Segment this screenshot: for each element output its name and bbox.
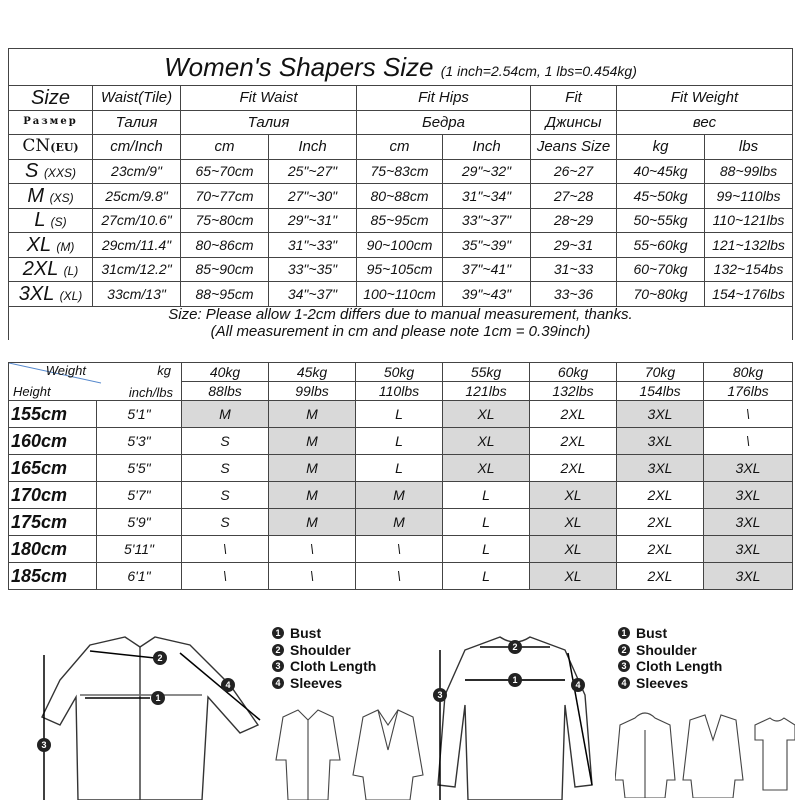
size-cell: 45~50kg <box>617 184 705 209</box>
recommended-size: 3XL <box>704 536 793 563</box>
recommended-size: S <box>182 455 269 482</box>
weight-lbs-header: 176lbs <box>704 382 793 401</box>
size-cell: 26~27 <box>531 159 617 184</box>
header-cn-eu: CN(EU) <box>9 135 93 160</box>
recommended-size: 2XL <box>617 536 704 563</box>
height-inch: 5'1" <box>97 401 182 428</box>
size-row <box>9 257 793 282</box>
height-inch: 5'11" <box>97 536 182 563</box>
size-cell: 85~90cm <box>181 257 269 282</box>
size-cell: 37"~41" <box>443 257 531 282</box>
unit-cell: Jeans Size <box>531 135 617 160</box>
height-inch: 5'5" <box>97 455 182 482</box>
size-row <box>9 208 793 233</box>
recommended-size: 3XL <box>617 401 704 428</box>
chart-title-text: Women's Shapers Size <box>164 52 434 82</box>
weight-lbs-header: 99lbs <box>269 382 356 401</box>
svg-text:1: 1 <box>155 693 161 703</box>
recommended-size: XL <box>530 482 617 509</box>
height-row <box>9 536 793 563</box>
size-label: L (S) <box>9 208 93 233</box>
height-row <box>9 563 793 590</box>
size-cell: 70~80kg <box>617 282 705 307</box>
legend-item: 1 Bust <box>272 625 376 642</box>
weight-kg-header: 60kg <box>530 363 617 382</box>
corner-height-label: Height <box>13 384 51 399</box>
size-label: 2XL (L) <box>9 257 93 282</box>
size-cell: 29cm/11.4" <box>93 233 181 258</box>
size-cell: 90~100cm <box>357 233 443 258</box>
recommended-size: \ <box>269 536 356 563</box>
legend-item: 3 Cloth Length <box>272 658 376 675</box>
recommended-size: XL <box>530 509 617 536</box>
size-cell: 99~110lbs <box>705 184 793 209</box>
recommended-size: L <box>356 401 443 428</box>
size-cell: 100~110cm <box>357 282 443 307</box>
weight-kg-header: 80kg <box>704 363 793 382</box>
recommended-size: XL <box>443 428 530 455</box>
legend-item: 2 Shoulder <box>618 642 722 659</box>
unit-cell: cm/Inch <box>93 135 181 160</box>
size-label: 3XL (XL) <box>9 282 93 307</box>
size-cell: 80~88cm <box>357 184 443 209</box>
recommended-size: 3XL <box>704 455 793 482</box>
weight-lbs-header: 110lbs <box>356 382 443 401</box>
size-cell: 33"~37" <box>443 208 531 233</box>
sweater-legend <box>618 625 722 691</box>
recommended-size: 2XL <box>530 401 617 428</box>
recommended-size: \ <box>704 401 793 428</box>
height-cm: 165cm <box>9 455 97 482</box>
recommended-size: 3XL <box>617 428 704 455</box>
recommended-size: M <box>269 482 356 509</box>
size-cell: 28~29 <box>531 208 617 233</box>
size-cell: 34"~37" <box>269 282 357 307</box>
height-inch: 5'7" <box>97 482 182 509</box>
size-cell: 27~28 <box>531 184 617 209</box>
size-cell: 33"~35" <box>269 257 357 282</box>
svg-text:2: 2 <box>157 653 163 663</box>
size-cell: 29~31 <box>531 233 617 258</box>
height-cm: 175cm <box>9 509 97 536</box>
weight-kg-header: 50kg <box>356 363 443 382</box>
chart-title-note: (1 inch=2.54cm, 1 lbs=0.454kg) <box>440 63 637 79</box>
height-inch: 5'9" <box>97 509 182 536</box>
size-cell: 29"~31" <box>269 208 357 233</box>
weight-kg-header: 70kg <box>617 363 704 382</box>
height-row <box>9 428 793 455</box>
size-cell: 25cm/9.8" <box>93 184 181 209</box>
recommended-size: 3XL <box>704 563 793 590</box>
height-cm: 170cm <box>9 482 97 509</box>
unit-cell: lbs <box>705 135 793 160</box>
size-cell: 95~105cm <box>357 257 443 282</box>
size-label: XL (M) <box>9 233 93 258</box>
shirt-measure-icon <box>30 625 280 800</box>
corner-weight-label: Weight <box>45 363 86 378</box>
size-cell: 121~132lbs <box>705 233 793 258</box>
height-cm: 155cm <box>9 401 97 428</box>
recommended-size: S <box>182 482 269 509</box>
weight-kg-header: 55kg <box>443 363 530 382</box>
size-cell: 88~99lbs <box>705 159 793 184</box>
size-cell: 80~86cm <box>181 233 269 258</box>
size-label: S (XXS) <box>9 159 93 184</box>
recommended-size: 3XL <box>704 482 793 509</box>
size-cell: 31"~34" <box>443 184 531 209</box>
size-cell: 29"~32" <box>443 159 531 184</box>
size-row <box>9 233 793 258</box>
corner-cell <box>9 363 182 401</box>
size-cell: 75~80cm <box>181 208 269 233</box>
recommended-size: L <box>443 482 530 509</box>
size-cell: 75~83cm <box>357 159 443 184</box>
height-cm: 180cm <box>9 536 97 563</box>
header-jeans-ru: Джинсы <box>531 110 617 135</box>
size-cell: 132~154bs <box>705 257 793 282</box>
size-cell: 33~36 <box>531 282 617 307</box>
height-row <box>9 455 793 482</box>
svg-text:4: 4 <box>575 680 581 690</box>
recommended-size: \ <box>356 563 443 590</box>
corner-kg-label: kg <box>157 363 171 378</box>
recommended-size: \ <box>182 563 269 590</box>
unit-cell: kg <box>617 135 705 160</box>
size-cell: 65~70cm <box>181 159 269 184</box>
recommended-size: L <box>356 455 443 482</box>
svg-text:3: 3 <box>437 690 443 700</box>
height-cm: 160cm <box>9 428 97 455</box>
recommended-size: \ <box>182 536 269 563</box>
legend-item: 1 Bust <box>618 625 722 642</box>
recommended-size: L <box>356 428 443 455</box>
legend-item: 2 Shoulder <box>272 642 376 659</box>
unit-cell: cm <box>357 135 443 160</box>
size-cell: 154~176lbs <box>705 282 793 307</box>
recommended-size: M <box>269 428 356 455</box>
header-size: Size <box>9 86 93 111</box>
weight-lbs-header: 132lbs <box>530 382 617 401</box>
recommended-size: 3XL <box>617 455 704 482</box>
svg-text:3: 3 <box>41 740 47 750</box>
height-inch: 6'1" <box>97 563 182 590</box>
header-waist-ru: Талия <box>93 110 181 135</box>
recommended-size: XL <box>443 401 530 428</box>
recommended-size: 2XL <box>617 563 704 590</box>
size-cell: 85~95cm <box>357 208 443 233</box>
weight-lbs-header: 154lbs <box>617 382 704 401</box>
size-cell: 55~60kg <box>617 233 705 258</box>
recommended-size: \ <box>269 563 356 590</box>
recommended-size: \ <box>356 536 443 563</box>
size-cell: 27cm/10.6" <box>93 208 181 233</box>
size-row <box>9 159 793 184</box>
recommended-size: XL <box>530 563 617 590</box>
recommended-size: 3XL <box>704 509 793 536</box>
height-inch: 5'3" <box>97 428 182 455</box>
header-fit-hips-ru: Бедра <box>357 110 531 135</box>
weight-kg-header: 40kg <box>182 363 269 382</box>
size-row <box>9 282 793 307</box>
recommended-size: M <box>356 509 443 536</box>
size-cell: 39"~43" <box>443 282 531 307</box>
recommended-size: XL <box>530 536 617 563</box>
header-fit-hips: Fit Hips <box>357 86 531 111</box>
header-fit: Fit <box>531 86 617 111</box>
height-row <box>9 482 793 509</box>
recommended-size: L <box>443 563 530 590</box>
header-fit-waist-ru: Талия <box>181 110 357 135</box>
recommended-size: \ <box>704 428 793 455</box>
size-cell: 40~45kg <box>617 159 705 184</box>
height-row <box>9 509 793 536</box>
legend-item: 4 Sleeves <box>618 675 722 692</box>
header-weight-ru: вес <box>617 110 793 135</box>
recommended-size: L <box>443 536 530 563</box>
unit-cell: Inch <box>443 135 531 160</box>
size-cell: 31cm/12.2" <box>93 257 181 282</box>
unit-cell: Inch <box>269 135 357 160</box>
size-cell: 88~95cm <box>181 282 269 307</box>
jacket-icon <box>268 705 428 800</box>
height-cm: 185cm <box>9 563 97 590</box>
legend-item: 3 Cloth Length <box>618 658 722 675</box>
shirt-legend <box>272 625 376 691</box>
header-size-ru: Размер <box>9 110 93 135</box>
size-cell: 110~121lbs <box>705 208 793 233</box>
legend-item: 4 Sleeves <box>272 675 376 692</box>
size-cell: 60~70kg <box>617 257 705 282</box>
height-weight-table <box>8 362 793 590</box>
size-cell: 31~33 <box>531 257 617 282</box>
weight-lbs-header: 121lbs <box>443 382 530 401</box>
hoodie-cardigan-tshirt-icons <box>615 710 795 798</box>
size-cell: 31"~33" <box>269 233 357 258</box>
recommended-size: M <box>356 482 443 509</box>
weight-lbs-header: 88lbs <box>182 382 269 401</box>
size-cell: 50~55kg <box>617 208 705 233</box>
recommended-size: M <box>269 401 356 428</box>
note-line-1: Size: Please allow 1-2cm differs due to manual measurement, thanks. <box>9 306 793 323</box>
size-label: M (XS) <box>9 184 93 209</box>
recommended-size: XL <box>443 455 530 482</box>
svg-text:2: 2 <box>512 642 518 652</box>
recommended-size: L <box>443 509 530 536</box>
header-fit-weight: Fit Weight <box>617 86 793 111</box>
size-cell: 70~77cm <box>181 184 269 209</box>
chart-title <box>9 49 793 86</box>
recommended-size: M <box>182 401 269 428</box>
size-cell: 33cm/13" <box>93 282 181 307</box>
recommended-size: 2XL <box>530 428 617 455</box>
header-fit-waist: Fit Waist <box>181 86 357 111</box>
svg-text:4: 4 <box>225 680 231 690</box>
recommended-size: 2XL <box>617 509 704 536</box>
header-waist-tile: Waist(Tile) <box>93 86 181 111</box>
recommended-size: 2XL <box>530 455 617 482</box>
recommended-size: S <box>182 509 269 536</box>
height-row <box>9 401 793 428</box>
recommended-size: M <box>269 455 356 482</box>
corner-inch-lbs-label: inch/lbs <box>128 385 173 400</box>
size-row <box>9 184 793 209</box>
unit-cell: cm <box>181 135 269 160</box>
size-cell: 25"~27" <box>269 159 357 184</box>
weight-kg-header: 45kg <box>269 363 356 382</box>
size-chart-table <box>8 48 793 340</box>
note-line-2: (All measurement in cm and please note 1cm = 0.39inch) <box>9 323 793 340</box>
recommended-size: 2XL <box>617 482 704 509</box>
size-cell: 27"~30" <box>269 184 357 209</box>
size-cell: 35"~39" <box>443 233 531 258</box>
size-cell: 23cm/9" <box>93 159 181 184</box>
recommended-size: M <box>269 509 356 536</box>
recommended-size: S <box>182 428 269 455</box>
svg-text:1: 1 <box>512 675 518 685</box>
sweater-measure-icon <box>420 625 620 800</box>
